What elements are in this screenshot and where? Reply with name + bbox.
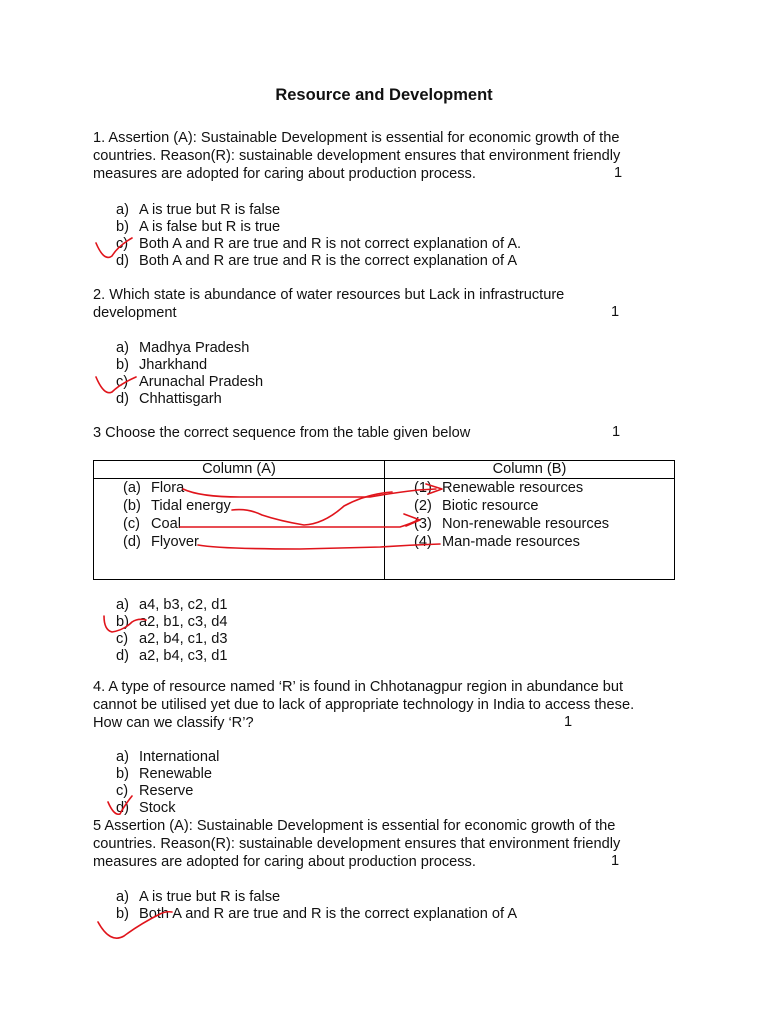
question-5-marks: 1 [611, 853, 620, 869]
question-1-text [93, 129, 683, 183]
option-c[interactable]: c) a2, b4, c1, d3 [116, 631, 228, 647]
question-1-options [116, 202, 521, 270]
question-4-text [93, 678, 683, 732]
question-1-marks: 1 [614, 165, 623, 181]
list-item: (1) Renewable resources [414, 480, 584, 496]
option-a[interactable]: a) A is true but R is false [116, 202, 281, 218]
list-item: (b) Tidal energy [123, 498, 231, 514]
match-table [93, 460, 675, 580]
option-a[interactable]: a) a4, b3, c2, d1 [116, 597, 228, 613]
question-line: measures are adopted for caring about production process. [93, 166, 476, 182]
option-a[interactable]: a) Madhya Pradesh [116, 340, 250, 356]
question-line: 4. A type of resource named ‘R’ is found in Chhotanagpur region in abundance but [93, 679, 624, 695]
column-b-cell [385, 479, 675, 580]
list-item: (c) Coal [123, 516, 182, 532]
option-d[interactable]: d) Chhattisgarh [116, 391, 222, 407]
option-b[interactable]: b) Both A and R are true and R is the correct explanation of A [116, 906, 518, 922]
question-line: 5 Assertion (A): Sustainable Development is essential for economic growth of the [93, 818, 616, 834]
question-line: 1. Assertion (A): Sustainable Development is essential for economic growth of the [93, 130, 620, 146]
option-d[interactable]: d) Stock [116, 800, 176, 816]
option-d[interactable]: d) Both A and R are true and R is the correct explanation of A [116, 253, 518, 269]
list-item: (4) Man-made resources [414, 534, 580, 550]
question-3-text [93, 424, 683, 442]
column-a-cell [94, 479, 385, 580]
option-d[interactable]: d) a2, b4, c3, d1 [116, 648, 228, 664]
question-3-marks: 1 [612, 424, 621, 440]
option-c[interactable]: c) Both A and R are true and R is not correct explanation of A. [116, 236, 522, 252]
list-item: (d) Flyover [123, 534, 199, 550]
column-b-header: Column (B) [385, 461, 675, 479]
question-line: 2. Which state is abundance of water resources but Lack in infrastructure [93, 287, 565, 303]
question-line: How can we classify ‘R’? [93, 715, 254, 731]
question-line: 3 Choose the correct sequence from the table given below [93, 425, 471, 441]
question-5-options [116, 889, 517, 923]
option-b[interactable]: b) A is false but R is true [116, 219, 281, 235]
question-2-text [93, 286, 683, 322]
option-c[interactable]: c) Arunachal Pradesh [116, 374, 264, 390]
question-line: development [93, 305, 177, 321]
question-3-options [116, 597, 227, 665]
question-line: countries. Reason(R): sustainable development ensures that environment friendly [93, 836, 621, 852]
question-line: cannot be utilised yet due to lack of appropriate technology in India to access these. [93, 697, 635, 713]
question-line: measures are adopted for caring about production process. [93, 854, 476, 870]
question-line: countries. Reason(R): sustainable development ensures that environment friendly [93, 148, 621, 164]
question-4-options [116, 749, 219, 817]
question-2-marks: 1 [611, 304, 620, 320]
list-item: (a) Flora [123, 480, 185, 496]
question-2-options [116, 340, 263, 408]
option-c[interactable]: c) Reserve [116, 783, 194, 799]
option-b[interactable]: b) a2, b1, c3, d4 [116, 614, 228, 630]
option-b[interactable]: b) Renewable [116, 766, 213, 782]
list-item: (2) Biotic resource [414, 498, 539, 514]
page-title: Resource and Development [275, 86, 493, 104]
option-a[interactable]: a) A is true but R is false [116, 889, 281, 905]
table-header-row [94, 461, 675, 479]
table-row [94, 479, 675, 580]
list-item: (3) Non-renewable resources [414, 516, 610, 532]
option-a[interactable]: a) International [116, 749, 220, 765]
question-4-marks: 1 [564, 714, 573, 730]
question-5-text [93, 817, 683, 871]
option-b[interactable]: b) Jharkhand [116, 357, 208, 373]
column-a-header: Column (A) [94, 461, 385, 479]
